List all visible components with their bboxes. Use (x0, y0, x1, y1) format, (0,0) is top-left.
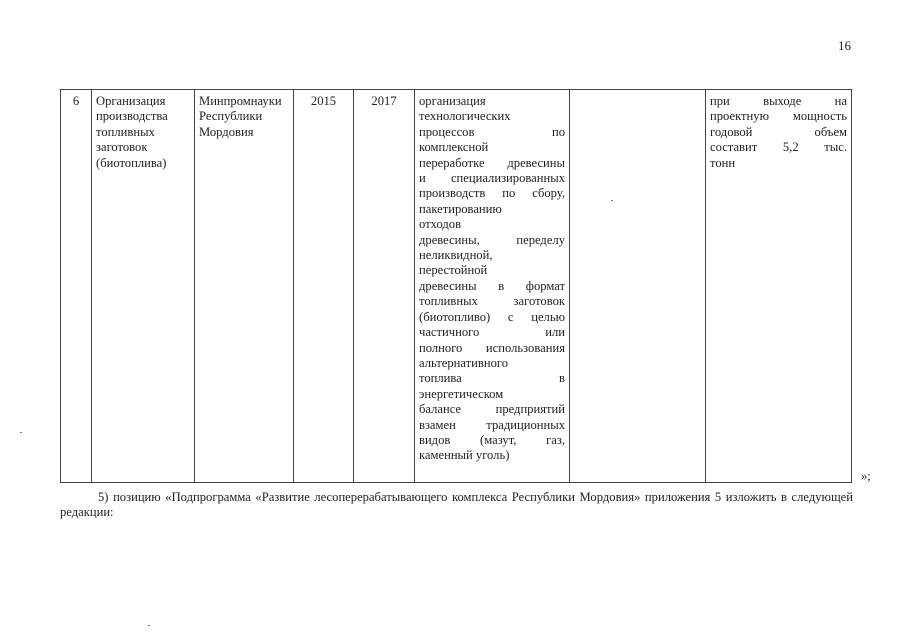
result-line: проектную мощность (710, 109, 847, 124)
row-number: 6 (72, 94, 80, 108)
content-line: перестойной (419, 263, 488, 278)
content-line: взамен традиционных (419, 417, 565, 432)
content-line: альтернативного (419, 355, 509, 370)
activity-name-cell (92, 90, 195, 483)
year-start-cell (294, 90, 354, 483)
content-line: организация (419, 94, 486, 108)
content-line: каменный уголь) (419, 448, 510, 463)
content-line: переработке древесины (419, 155, 565, 170)
content-line: древесины в формат (419, 278, 565, 293)
content-line: и специализированных (419, 171, 565, 186)
content-line: (биотопливо) с целью (419, 309, 565, 324)
responsible-line: Республики (199, 109, 263, 124)
amendment-paragraph: 5) позицию «Подпрограмма «Развитие лесоперерабатывающего комплекса Республики Мордовия» приложения 5 изложить в следующей редакции: (60, 490, 853, 520)
result-line: при выходе на (710, 94, 847, 108)
row-number-cell (61, 90, 92, 483)
empty-cell (570, 90, 706, 483)
activity-name-line: (биотоплива) (96, 155, 167, 170)
content-line: частичного или (419, 325, 565, 340)
scan-speck (148, 625, 150, 626)
content-line: комплексной (419, 140, 489, 155)
result-line: составит 5,2 тыс. (710, 140, 847, 155)
content-line: пакетированию (419, 201, 502, 216)
year-end: 2017 (371, 94, 397, 108)
year-end-cell (354, 90, 415, 483)
result-line: годовой объем (710, 124, 847, 139)
scan-speck (611, 200, 613, 201)
scan-speck (20, 432, 22, 433)
result-line: тонн (710, 155, 736, 170)
content-line: энергетическом (419, 386, 504, 401)
content-line: видов (мазут, газ, (419, 432, 565, 447)
responsible-line: Минпромнауки (199, 94, 282, 108)
result-cell (706, 90, 852, 483)
content-line: производств по сбору, (419, 186, 565, 201)
content-line: древесины, переделу (419, 232, 565, 247)
content-line: топливных заготовок (419, 294, 565, 309)
program-table (60, 89, 852, 483)
responsible-cell (195, 90, 294, 483)
content-line: отходов (419, 217, 462, 232)
page-number: 16 (838, 38, 851, 53)
activity-name-line: топливных (96, 124, 155, 139)
content-line: полного использования (419, 340, 565, 355)
content-line: неликвидной, (419, 248, 493, 263)
activity-name-line: Организация (96, 94, 166, 108)
closing-quote-mark: »; (861, 469, 871, 483)
year-start: 2015 (310, 94, 337, 108)
content-cell (415, 90, 570, 483)
activity-name-line: заготовок (96, 140, 148, 155)
content-line: технологических (419, 109, 511, 124)
activity-name-line: производства (96, 109, 168, 124)
content-line: топлива в (419, 371, 565, 386)
table-row (61, 90, 852, 483)
responsible-line: Мордовия (199, 124, 254, 139)
content-line: балансе предприятий (419, 402, 565, 417)
content-line: процессов по (419, 124, 565, 139)
